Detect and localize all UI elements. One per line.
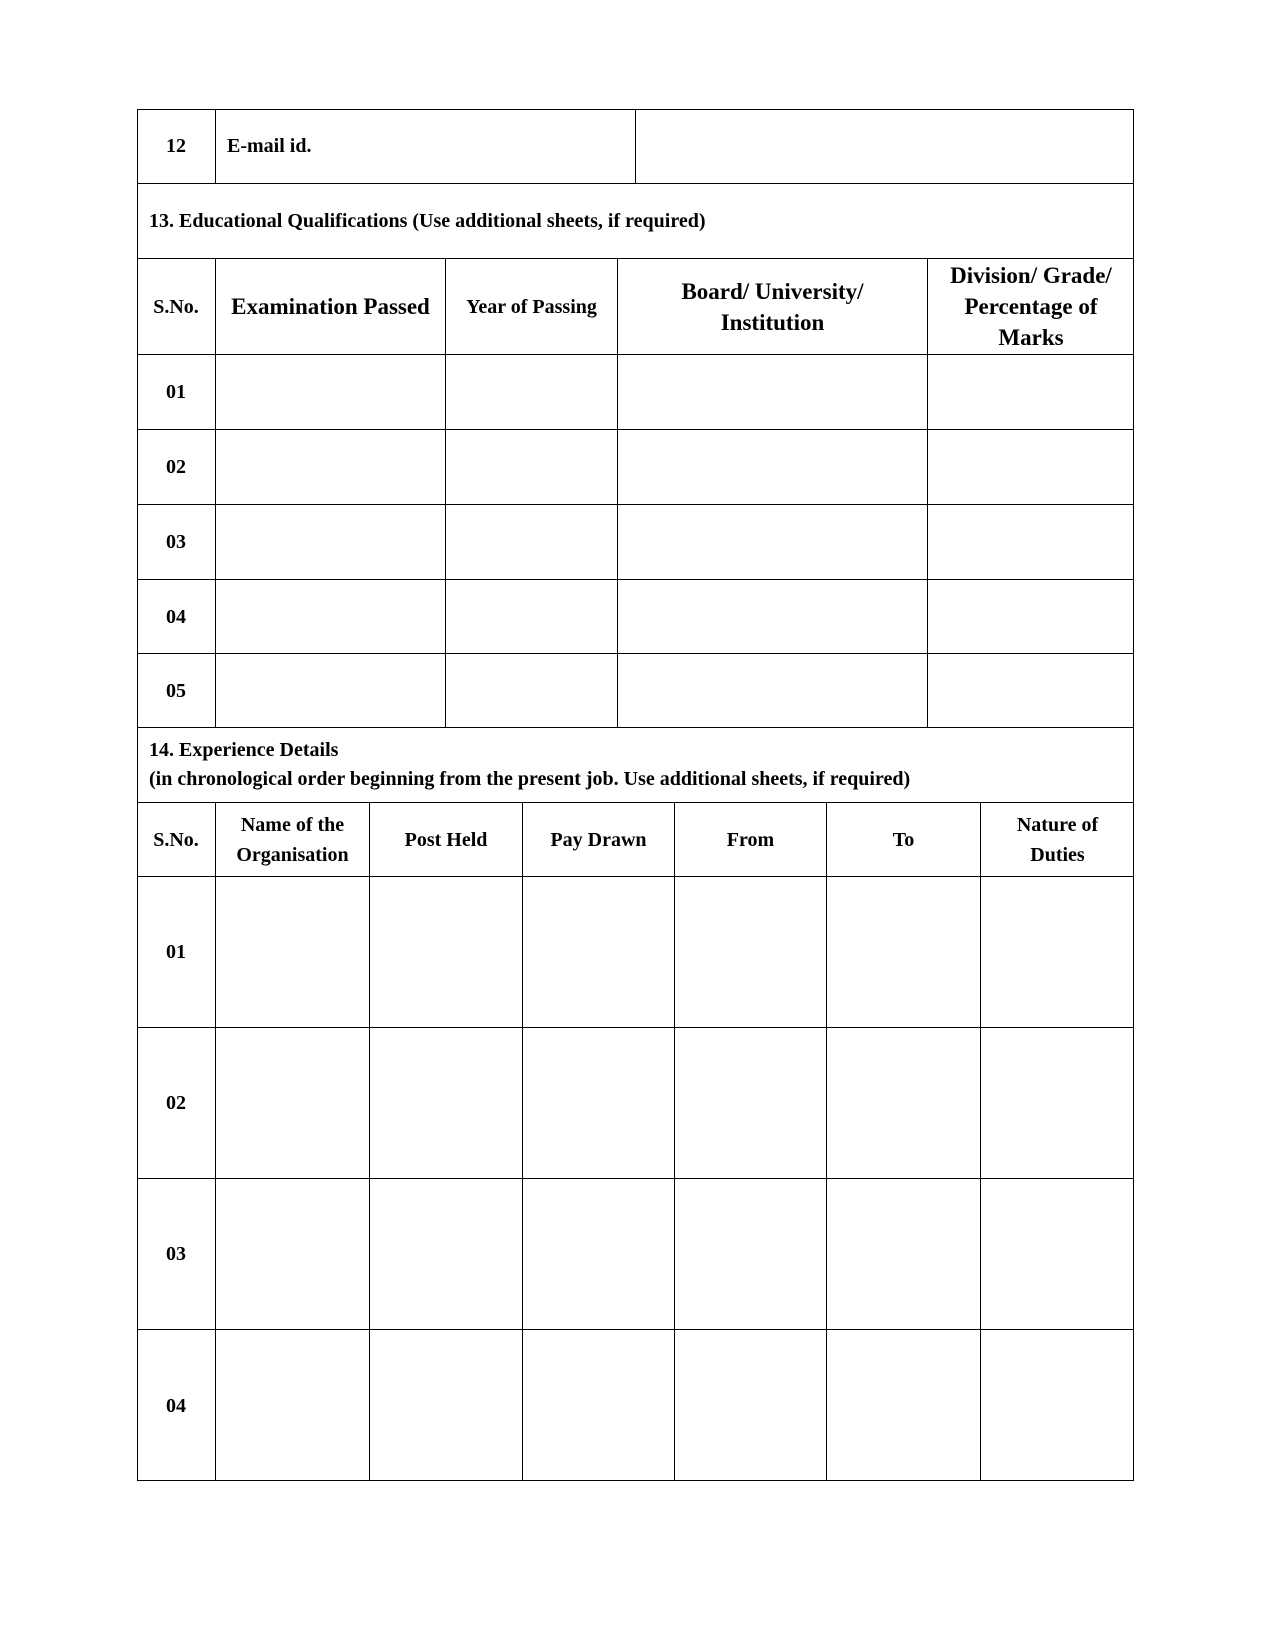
edu-examination-field[interactable] — [215, 354, 445, 429]
edu-header-examination: Examination Passed — [215, 258, 445, 354]
edu-examination-field[interactable] — [215, 653, 445, 727]
row12-number: 12 — [166, 135, 186, 157]
exp-header-from: From — [674, 802, 826, 876]
edu-year-field[interactable] — [445, 354, 617, 429]
edu-header-board-text: Board/ University/ Institution — [681, 278, 864, 335]
exp-header-sno: S.No. — [137, 802, 215, 876]
exp-row-sno: 01 — [137, 876, 215, 1027]
exp-duties-field[interactable] — [980, 876, 1134, 1027]
exp-row-sno: 03 — [137, 1178, 215, 1329]
exp-row-sno: 02 — [137, 1027, 215, 1178]
experience-section-title — [137, 727, 1134, 802]
exp-organisation-field[interactable] — [215, 1178, 369, 1329]
edu-header-board — [617, 258, 927, 354]
edu-header-sno: S.No. — [137, 258, 215, 354]
edu-examination-field[interactable] — [215, 579, 445, 653]
edu-row-sno: 02 — [137, 429, 215, 504]
edu-header-division-text: Division/ Grade/ Percentage of Marks — [950, 263, 1112, 350]
exp-to-field[interactable] — [826, 876, 980, 1027]
exp-duties-field[interactable] — [980, 1178, 1134, 1329]
edu-division-field[interactable] — [927, 579, 1134, 653]
experience-subtitle: (in chronological order beginning from the present job. Use additional sheets, if required) — [149, 768, 911, 790]
edu-board-field[interactable] — [617, 579, 927, 653]
edu-row-sno: 01 — [137, 354, 215, 429]
exp-header-post: Post Held — [369, 802, 522, 876]
edu-division-field[interactable] — [927, 429, 1134, 504]
exp-pay-field[interactable] — [522, 876, 674, 1027]
exp-organisation-field[interactable] — [215, 1027, 369, 1178]
exp-organisation-field[interactable] — [215, 876, 369, 1027]
exp-header-to: To — [826, 802, 980, 876]
experience-title: 14. Experience Details — [149, 739, 339, 761]
exp-header-organisation-text: Name of the Organisation — [236, 813, 349, 866]
edu-year-field[interactable] — [445, 504, 617, 579]
exp-pay-field[interactable] — [522, 1329, 674, 1481]
exp-organisation-field[interactable] — [215, 1329, 369, 1481]
edu-examination-field[interactable] — [215, 429, 445, 504]
exp-post-field[interactable] — [369, 1027, 522, 1178]
edu-board-field[interactable] — [617, 429, 927, 504]
exp-post-field[interactable] — [369, 876, 522, 1027]
exp-from-field[interactable] — [674, 1027, 826, 1178]
edu-division-field[interactable] — [927, 504, 1134, 579]
exp-post-field[interactable] — [369, 1178, 522, 1329]
edu-division-field[interactable] — [927, 653, 1134, 727]
exp-from-field[interactable] — [674, 1178, 826, 1329]
exp-row-sno: 04 — [137, 1329, 215, 1481]
email-input-field[interactable] — [635, 109, 1134, 183]
edu-year-field[interactable] — [445, 653, 617, 727]
edu-examination-field[interactable] — [215, 504, 445, 579]
exp-header-duties-text: Nature of Duties — [1016, 813, 1099, 866]
exp-post-field[interactable] — [369, 1329, 522, 1481]
edu-row-sno: 05 — [137, 653, 215, 727]
edu-board-field[interactable] — [617, 653, 927, 727]
exp-from-field[interactable] — [674, 1329, 826, 1481]
exp-header-duties — [980, 802, 1134, 876]
exp-to-field[interactable] — [826, 1178, 980, 1329]
edu-division-field[interactable] — [927, 354, 1134, 429]
exp-from-field[interactable] — [674, 876, 826, 1027]
edu-header-year: Year of Passing — [445, 258, 617, 354]
row12-label: E-mail id. — [215, 109, 635, 183]
education-section-title: 13. Educational Qualifications (Use additional sheets, if required) — [137, 183, 1134, 258]
edu-board-field[interactable] — [617, 504, 927, 579]
exp-pay-field[interactable] — [522, 1178, 674, 1329]
exp-header-organisation — [215, 802, 369, 876]
exp-duties-field[interactable] — [980, 1027, 1134, 1178]
edu-row-sno: 03 — [137, 504, 215, 579]
exp-to-field[interactable] — [826, 1329, 980, 1481]
edu-board-field[interactable] — [617, 354, 927, 429]
edu-header-division — [927, 258, 1134, 354]
edu-year-field[interactable] — [445, 429, 617, 504]
exp-duties-field[interactable] — [980, 1329, 1134, 1481]
exp-to-field[interactable] — [826, 1027, 980, 1178]
exp-pay-field[interactable] — [522, 1027, 674, 1178]
edu-row-sno: 04 — [137, 579, 215, 653]
edu-year-field[interactable] — [445, 579, 617, 653]
exp-header-pay: Pay Drawn — [522, 802, 674, 876]
